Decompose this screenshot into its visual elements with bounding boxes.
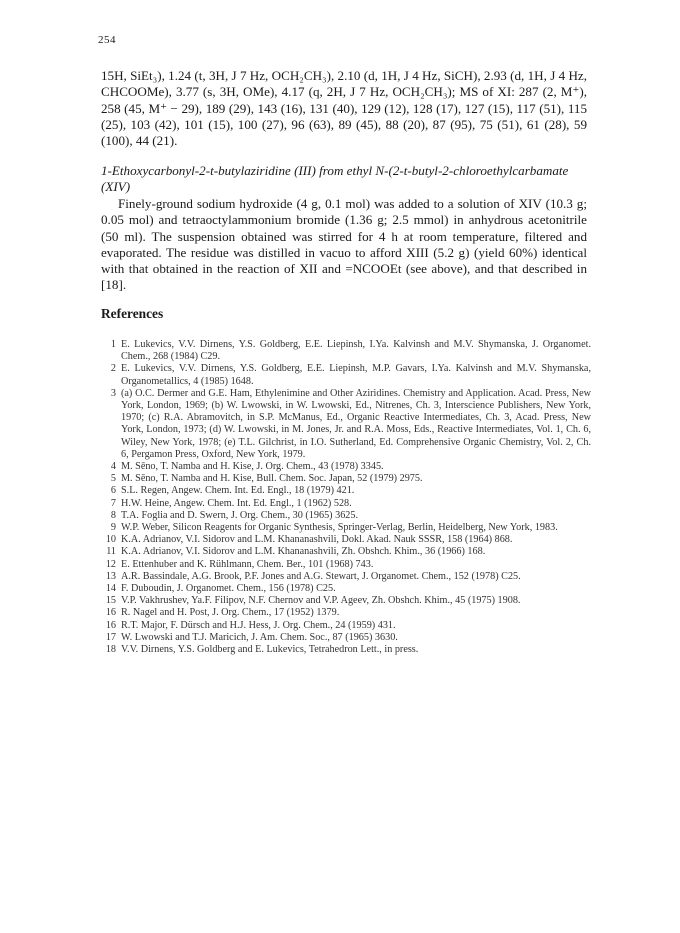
reference-number: 5 [110, 473, 116, 485]
reference-item [101, 546, 591, 558]
reference-item [101, 595, 591, 607]
reference-item [101, 620, 591, 632]
reference-text: (a) O.C. Dermer and G.E. Ham, Ethylenimine and Other Aziridines. Chemistry and Application. Acad. Press, New York, London, 1969; (b) W. Lwowski, in W. Lwowski, Ed., Nitrenes, Ch. 3, Interscience Publishers, New York, 1970; (c) R.A. Abramovitch, in S.P. McManus, Ed., Organic Reactive Intermediates, Ch. 3, Acad. Press, New York, London, 1973; (d) W. Lwowski, in M. Jones, Jr. and R.A. Moss, Eds., Reactive Intermediates, Vol. 1, Ch. 6, Wiley, New York, 1978; (e) T.L. Gilchrist, in I.O. Sutherland, Ed. Comprehensive Organic Chemistry, Vol. 2, Ch. 6, Pergamon Press, Oxford, New York, 1979. [121, 387, 591, 460]
reference-text: W.P. Weber, Silicon Reagents for Organic Synthesis, Springer-Verlag, Berlin, Heidelberg, New York, 1983. [121, 522, 558, 534]
reference-number: 6 [110, 485, 116, 497]
reference-item [101, 388, 591, 461]
reference-text: R. Nagel and H. Post, J. Org. Chem., 17 (1952) 1379. [121, 607, 340, 619]
reference-number: 1 [110, 339, 116, 350]
reference-item [101, 461, 591, 473]
reference-text: H.W. Heine, Angew. Chem. Int. Ed. Engl., 1 (1962) 528. [121, 497, 352, 509]
reference-item [101, 607, 591, 619]
reference-number: 17 [105, 631, 116, 643]
reference-number: 3 [110, 387, 116, 399]
reference-number: 12 [105, 558, 116, 570]
reference-item [101, 510, 591, 522]
reference-text: R.T. Major, F. Dürsch and H.J. Hess, J. Org. Chem., 24 (1959) 431. [121, 619, 396, 631]
reference-number: 10 [105, 534, 116, 546]
reference-number: 8 [110, 509, 116, 521]
reference-item [101, 473, 591, 485]
reference-number: 15 [105, 595, 116, 607]
reference-item [101, 363, 591, 387]
reference-text: S.L. Regen, Angew. Chem. Int. Ed. Engl., 18 (1979) 421. [121, 485, 355, 497]
reference-number: 4 [110, 461, 116, 473]
references-list [101, 339, 591, 656]
reference-number: 13 [105, 570, 116, 582]
section-heading: 1-Ethoxycarbonyl-2-t-butylaziridine (III) from ethyl N-(2-t-butyl-2-chloroethylcarbamate (XIV) [101, 163, 569, 195]
reference-item [101, 644, 591, 656]
references-title: References [101, 306, 164, 321]
reference-number: 2 [110, 363, 116, 375]
procedure-paragraph: Finely-ground sodium hydroxide (4 g, 0.1 mol) was added to a solution of XIV (10.3 g; 0.05 mol) and tetraoctylammonium bromide (1.36 g; 2.5 mmol) in anhydrous acetonitrile (50 ml). The suspension obtained was stirred for 4 h at room temperature, filtered and evaporated. The residue was distilled in vacuo to afford XIII (5.2 g) (yield 60%) identical with that obtained in the reaction of XII and =NCOOEt (see above), and that described in [18]. [101, 196, 587, 293]
reference-text: K.A. Adrianov, V.I. Sidorov and L.M. Khananashvili, Zh. Obshch. Khim., 36 (1966) 168. [121, 546, 486, 558]
reference-item [101, 559, 591, 571]
reference-item [101, 571, 591, 583]
reference-text: T.A. Foglia and D. Swern, J. Org. Chem., 30 (1965) 3625. [121, 509, 359, 521]
reference-text: K.A. Adrianov, V.I. Sidorov and L.M. Khananashvili, Dokl. Akad. Nauk SSSR, 158 (1964) 868. [121, 534, 513, 546]
reference-text: W. Lwowski and T.J. Maricich, J. Am. Chem. Soc., 87 (1965) 3630. [121, 631, 398, 643]
reference-number: 11 [106, 546, 116, 558]
reference-text: M. Sēno, T. Namba and H. Kise, Bull. Chem. Soc. Japan, 52 (1979) 2975. [121, 473, 423, 485]
reference-text: V.V. Dirnens, Y.S. Goldberg and E. Lukevics, Tetrahedron Lett., in press. [121, 644, 419, 656]
reference-item [101, 339, 591, 363]
reference-item [101, 485, 591, 497]
spectral-data-paragraph: 15H, SiEt₃), 1.24 (t, 3H, J 7 Hz, OCH₂CH₃), 2.10 (d, 1H, J 4 Hz, SiCH), 2.93 (d, 1H, J 4 Hz, CHCOOMe), 3.77 (s, 3H, OMe), 4.17 (q, 2H, J 7 Hz, OCH₂CH₃); MS of XI: 287 (2, M⁺), 258 (45, M⁺ − 29), 189 (29), 143 (16), 131 (40), 129 (12), 128 (17), 127 (15), 117 (51), 115 (25), 103 (42), 101 (15), 100 (27), 96 (63), 89 (45), 88 (20), 87 (95), 75 (51), 61 (28), 59 (100), 44 (21). [101, 68, 587, 149]
reference-text: F. Duboudin, J. Organomet. Chem., 156 (1978) C25. [121, 583, 336, 595]
reference-item [101, 522, 591, 534]
reference-text: M. Sēno, T. Namba and H. Kise, J. Org. Chem., 43 (1978) 3345. [121, 461, 384, 473]
reference-number: 16 [105, 619, 116, 631]
page-number: 254 [98, 34, 116, 46]
reference-number: 7 [110, 497, 116, 509]
reference-number: 14 [105, 583, 116, 595]
reference-number: 18 [105, 644, 116, 656]
reference-item [101, 632, 591, 644]
reference-number: 9 [110, 522, 116, 534]
reference-item [101, 498, 591, 510]
reference-item [101, 583, 591, 595]
reference-text: E. Lukevics, V.V. Dirnens, Y.S. Goldberg, E.E. Liepinsh, I.Ya. Kalvinsh and M.V. Shymanska, J. Organomet. Chem., 268 (1984) C29. [121, 339, 591, 363]
reference-text: V.P. Vakhrushev, Ya.F. Filipov, N.F. Chernov and V.P. Ageev, Zh. Obshch. Khim., 45 (1975) 1908. [121, 595, 521, 607]
reference-text: A.R. Bassindale, A.G. Brook, P.F. Jones and A.G. Stewart, J. Organomet. Chem., 152 (1978) C25. [121, 570, 521, 582]
reference-number: 16 [105, 607, 116, 619]
reference-text: E. Lukevics, V.V. Dirnens, Y.S. Goldberg, E.E. Liepinsh, M.P. Gavars, I.Ya. Kalvinsh and M.V. Shymanska, Organometallics, 4 (1985) 1648. [121, 363, 591, 387]
reference-item [101, 534, 591, 546]
reference-text: E. Ettenhuber and K. Rühlmann, Chem. Ber., 101 (1968) 743. [121, 558, 374, 570]
